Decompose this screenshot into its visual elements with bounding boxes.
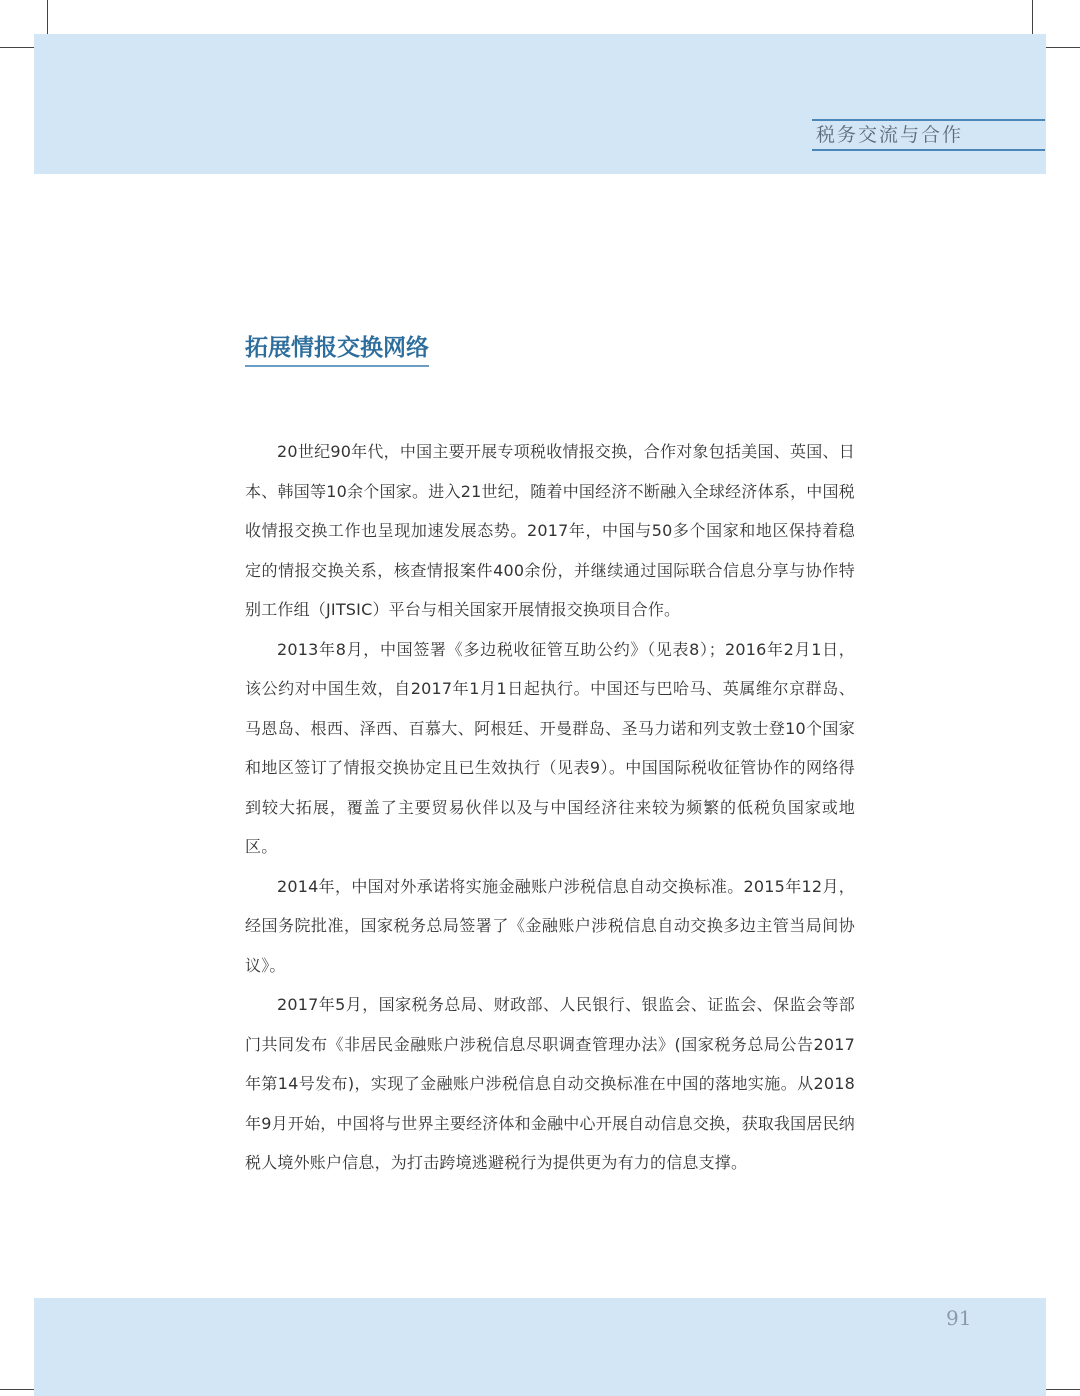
header-band — [34, 34, 1046, 174]
crop-mark-tr-v — [1032, 0, 1033, 34]
page-number: 91 — [946, 1306, 972, 1330]
page-title: 拓展情报交换网络 — [245, 333, 429, 367]
crop-mark-tr-h — [1046, 47, 1080, 48]
crop-mark-tl-v — [47, 0, 48, 34]
crop-mark-bl-h — [0, 1389, 34, 1390]
section-header: 税务交流与合作 — [812, 119, 1045, 151]
footer-band — [34, 1298, 1046, 1396]
paragraph: 20世纪90年代，中国主要开展专项税收情报交换，合作对象包括美国、英国、日本、韩国等10余个国家。进入21世纪，随着中国经济不断融入全球经济体系，中国税收情报交换工作也呈现加速发展态势。2017年，中国与50多个国家和地区保持着稳定的情报交换关系，核查情报案件400余份，并继续通过国际联合信息分享与协作特别工作组（JITSIC）平台与相关国家开展情报交换项目合作。 — [245, 442, 855, 619]
paragraph: 2017年5月，国家税务总局、财政部、人民银行、银监会、证监会、保监会等部门共同发布《非居民金融账户涉税信息尽职调查管理办法》(国家税务总局公告2017年第14号发布)，实现了金融账户涉税信息自动交换标准在中国的落地实施。从2018年9月开始，中国将与世界主要经济体和金融中心开展自动信息交换，获取我国居民纳税人境外账户信息，为打击跨境逃避税行为提供更为有力的信息支撑。 — [245, 995, 855, 1172]
crop-mark-br-h — [1046, 1389, 1080, 1390]
crop-mark-tl-h — [0, 47, 34, 48]
article-body — [245, 432, 855, 1183]
paragraph: 2014年，中国对外承诺将实施金融账户涉税信息自动交换标准。2015年12月，经国务院批准，国家税务总局签署了《金融账户涉税信息自动交换多边主管当局间协议》。 — [245, 876, 855, 975]
paragraph: 2013年8月，中国签署《多边税收征管互助公约》（见表8）；2016年2月1日，该公约对中国生效，自2017年1月1日起执行。中国还与巴哈马、英属维尔京群岛、马恩岛、根西、泽西、百慕大、阿根廷、开曼群岛、圣马力诺和列支敦士登10个国家和地区签订了情报交换协定且已生效执行（见表9）。中国国际税收征管协作的网络得到较大拓展，覆盖了主要贸易伙伴以及与中国经济往来较为频繁的低税负国家或地区。 — [245, 639, 855, 856]
